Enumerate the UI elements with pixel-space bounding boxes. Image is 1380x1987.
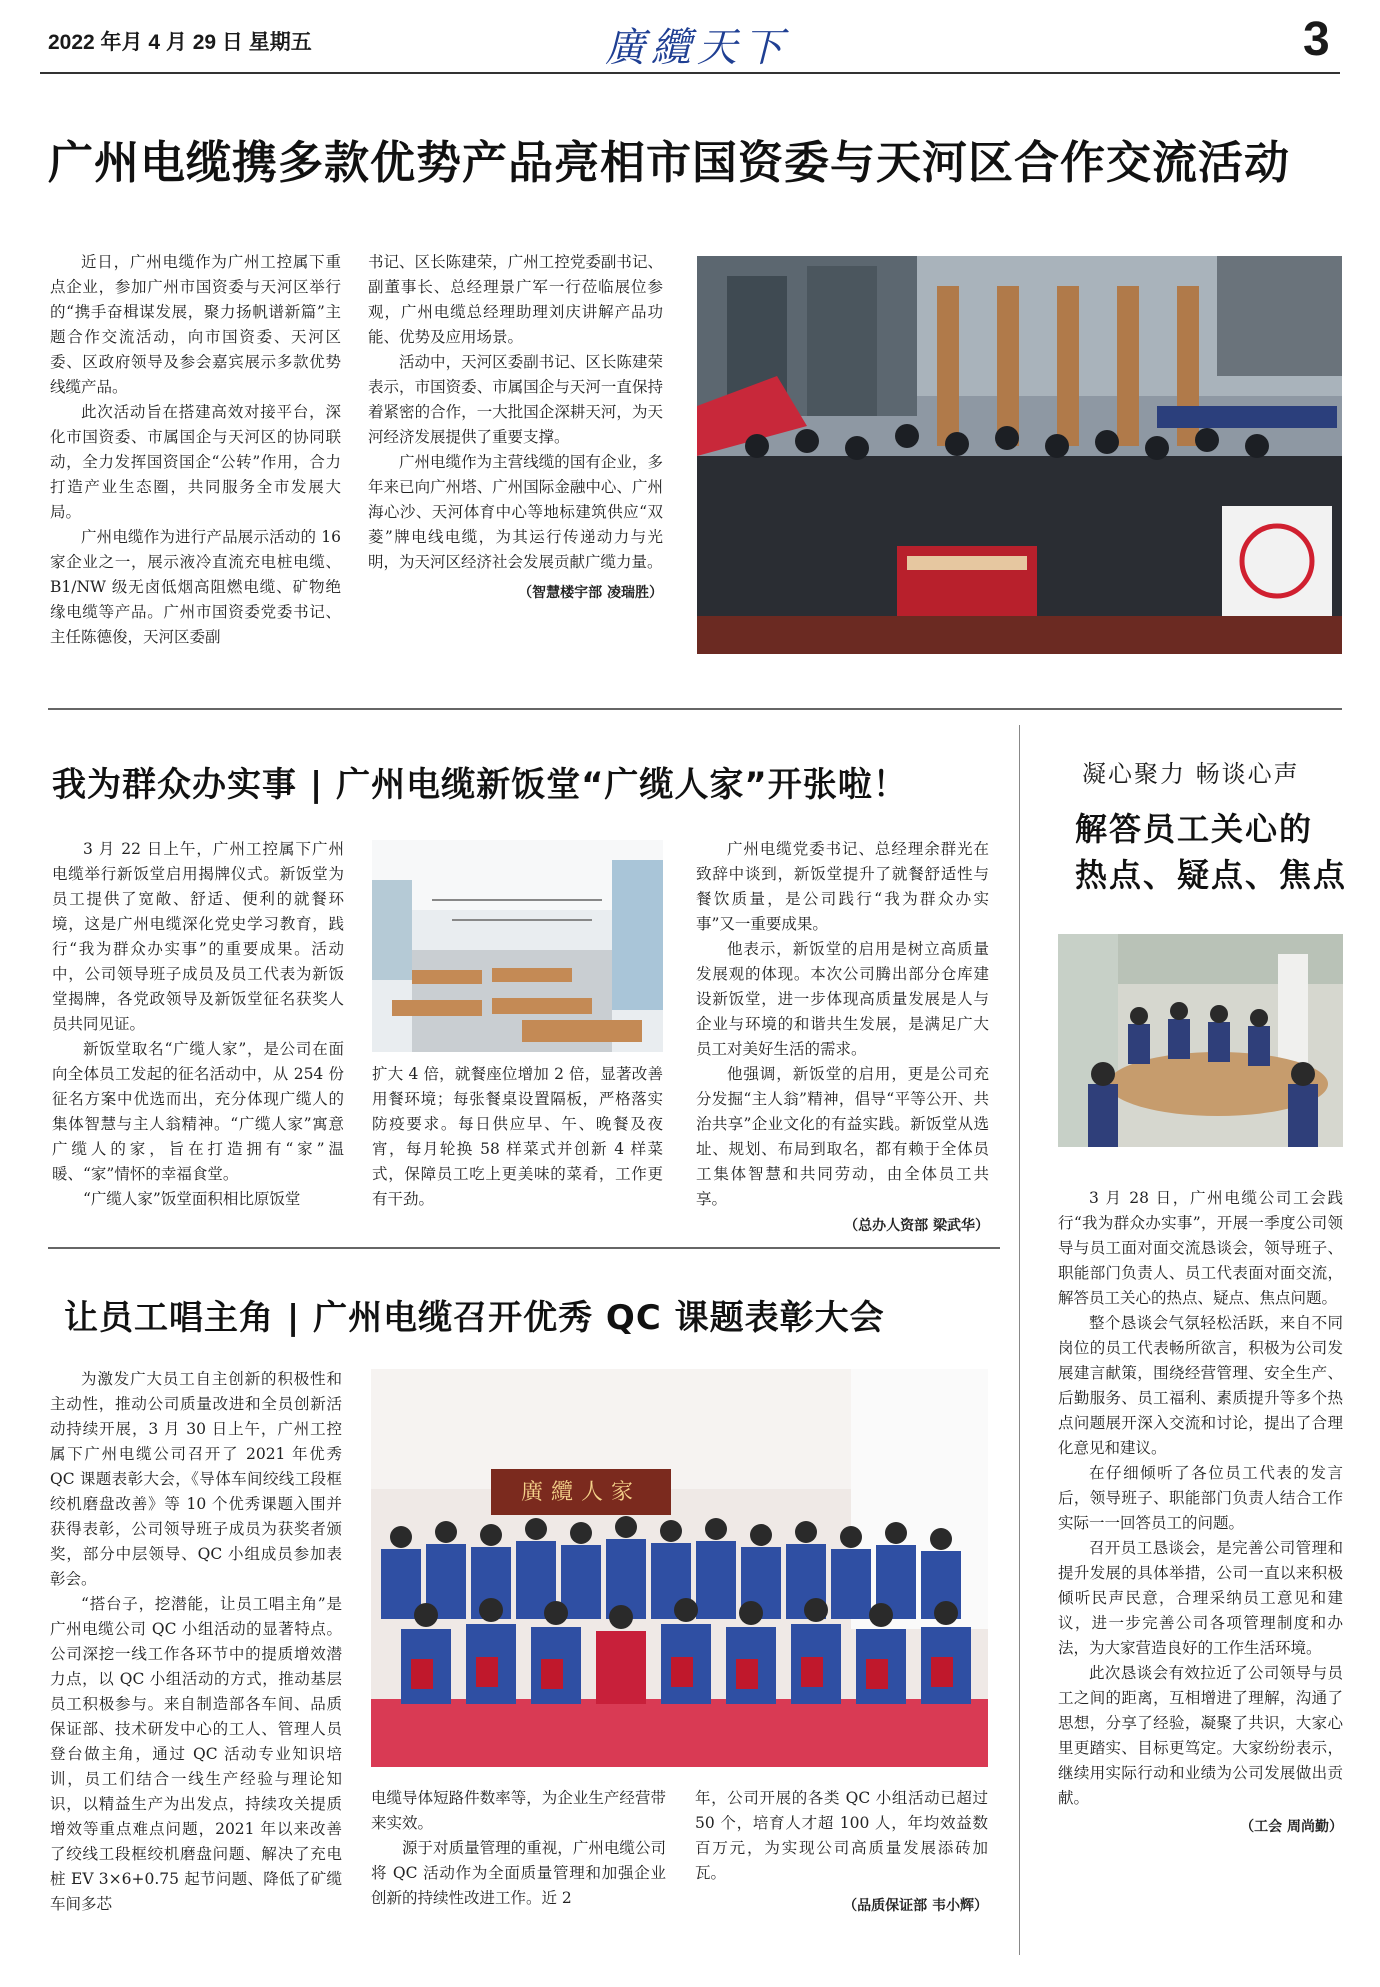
article1-paragraph: 广州电缆作为主营线缆的国有企业，多年来已向广州塔、广州国际金融中心、广州海心沙、天河体育中心等地标建筑供应“双菱”牌电线电缆，为其运行传递动力与光明，为天河区经济社会发展贡献广缆力量。 (368, 453, 663, 571)
article3-paragraph: 召开员工恳谈会，是完善公司管理和提升发展的具体举措，公司一直以来积极倾听民声民意，合理采纳员工意见和建议，进一步完善公司各项管理制度和办法，为大家营造良好的工作生活环境。 (1058, 1539, 1343, 1657)
qc-award-group-photo (371, 1369, 988, 1767)
article4-col1 (50, 1367, 342, 1917)
article3-title-line1: 解答员工关心的 (1075, 810, 1314, 848)
article1-col1 (50, 250, 341, 650)
article2-paragraph: 扩大 4 倍，就餐座位增加 2 倍，显著改善用餐环境；每张餐桌设置隔板，严格落实防疫要求。每日供应早、午、晚餐及夜宵，每月轮换 58 样菜式并创新 4 样菜式，保障员工吃上更美味的菜肴，工作更有干劲。 (372, 1065, 663, 1208)
article2-paragraph: 3 月 22 日上午，广州工控属下广州电缆举行新饭堂启用揭牌仪式。新饭堂为员工提供了宽敞、舒适、便利的就餐环境，这是广州电缆深化党史学习教育，践行“我为群众办实事”的重要成果。活动中，公司领导班子成员及员工代表为新饭堂揭牌，各党政领导及新饭堂征名获奖人员共同见证。 (52, 840, 344, 1033)
issue-date: 2022 年月 4 月 29 日 星期五 (48, 31, 312, 54)
page-number: 3 (1303, 13, 1330, 66)
column-divider (1019, 725, 1020, 1955)
article3-body (1058, 1186, 1343, 1840)
newspaper-logo: 廣纜天下 (605, 25, 789, 71)
article1-paragraph: 此次活动旨在搭建高效对接平台，深化市国资委、市属国企与天河区的协同联动，全力发挥国资国企“公转”作用，合力打造产业生态圈，共同服务全市发展大局。 (50, 403, 341, 521)
article4-paragraph: 源于对质量管理的重视，广州电缆公司将 QC 活动作为全面质量管理和加强企业创新的持续性改进工作。近 2 (371, 1839, 666, 1907)
article4-paragraph: 为激发广大员工自主创新的积极性和主动性，推动公司质量改进和全员创新活动持续开展，3 月 30 日上午，广州工控属下广州电缆公司召开了 2021 年优秀 QC 课题表彰大会，《导体车间绞线工段框绞机磨盘改善》等 10 个优秀课题入围并获得表彰，公司领导班子成员为获奖者颁奖，部分中层领导、QC 小组成员参加表彰会。 (50, 1370, 342, 1588)
article3-paragraph: 整个恳谈会气氛轻松活跃，来自不同岗位的员工代表畅所欲言，积极为公司发展建言献策，围绕经营管理、安全生产、后勤服务、员工福利、素质提升等多个热点问题展开深入交流和讨论，提出了合理化意见和建议。 (1058, 1314, 1343, 1457)
article2-paragraph: 广州电缆党委书记、总经理余群光在致辞中谈到，新饭堂提升了就餐舒适性与餐饮质量，是公司践行“我为群众办实事”又一重要成果。 (696, 840, 989, 933)
article3-kicker: 凝心聚力 畅谈心声 (1082, 760, 1300, 788)
article2-byline: （总办人资部 梁武华） (844, 1218, 989, 1234)
canteen-photo (372, 840, 663, 1052)
masthead-rule (40, 72, 1340, 74)
article4-byline: （品质保证部 韦小辉） (843, 1898, 988, 1914)
expo-event-photo (697, 256, 1342, 654)
article2-paragraph: “广缆人家”饭堂面积相比原饭堂 (83, 1190, 301, 1208)
article3-paragraph: 在仔细倾听了各位员工代表的发言后，领导班子、职能部门负责人结合工作实际一一回答员工的问题。 (1058, 1464, 1343, 1532)
article2-paragraph: 他强调，新饭堂的启用，更是公司充分发掘“主人翁”精神，倡导“平等公开、共治共享”企业文化的有益实践。新饭堂从选址、规划、布局到取名，都有赖于全体员工集体智慧和共同劳动，由全体员工共享。 (696, 1065, 989, 1208)
article3-title-line2: 热点、疑点、焦点 (1075, 856, 1348, 894)
section-divider-1 (48, 708, 1342, 710)
article4-col2 (371, 1786, 666, 1911)
photo-banner-text: 廣纜人家 (520, 1480, 641, 1505)
article1-paragraph: 近日，广州电缆作为广州工控属下重点企业，参加广州市国资委与天河区举行的“携手奋楫谋发展，聚力扬帆谱新篇”主题合作交流活动，向市国资委、天河区委、区政府领导及参会嘉宾展示多款优势线缆产品。 (50, 253, 341, 396)
staff-meeting-photo (1058, 934, 1343, 1147)
article4-paragraph: “搭台子，挖潜能，让员工唱主角”是广州电缆公司 QC 小组活动的显著特点。公司深挖一线工作各环节中的提质增效潜力点，以 QC 小组活动的方式，推动基层员工积极参与。来自制造部各车间、品质保证部、技术研发中心的工人、管理人员登台做主角，通过 QC 活动专业知识培训，员工们结合一线生产经验与理论知识，以精益生产为出发点，持续攻关提质增效等重点难点问题，2021 年以来改善了绞线工段框绞机磨盘问题、解决了充电桩 EV 3×6+0.75 起节问题、降低了矿缆车间多芯 (50, 1595, 342, 1913)
article2-title: 我为群众办实事 | 广州电缆新饭堂“广缆人家”开张啦！ (52, 765, 908, 805)
article2-col2 (372, 1062, 663, 1212)
article4-paragraph: 电缆导体短路件数率等，为企业生产经营带来实效。 (371, 1789, 666, 1832)
article3-paragraph: 此次恳谈会有效拉近了公司领导与员工之间的距离，互相增进了理解，沟通了思想，分享了经验，凝聚了共识，大家心里更踏实、目标更笃定。大家纷纷表示，继续用实际行动和业绩为公司发展做出贡献。 (1058, 1664, 1343, 1807)
article4-col3 (695, 1786, 988, 1919)
article1-col2 (368, 250, 663, 606)
article3-paragraph: 3 月 28 日，广州电缆公司工会践行“我为群众办实事”，开展一季度公司领导与员工面对面交流恳谈会，领导班子、职能部门负责人、员工代表面对面交流，解答员工关心的热点、疑点、焦点问题。 (1058, 1189, 1343, 1307)
article2-paragraph: 新饭堂取名“广缆人家”，是公司在面向全体员工发起的征名活动中，从 254 份征名方案中优选而出，充分体现广缆人的集体智慧与主人翁精神。“广缆人家”寓意广缆人的家，旨在打造拥有“家”温暖、“家”情怀的幸福食堂。 (52, 1040, 344, 1183)
article1-byline: （智慧楼宇部 凌瑞胜） (518, 585, 663, 601)
article2-col1 (52, 837, 344, 1212)
article1-paragraph: 书记、区长陈建荣，广州工控党委副书记、副董事长、总经理景广军一行莅临展位参观，广州电缆总经理助理刘庆讲解产品功能、优势及应用场景。 (368, 253, 663, 346)
article2-paragraph: 他表示，新饭堂的启用是树立高质量发展观的体现。本次公司腾出部分仓库建设新饭堂，进一步体现高质量发展是人与企业与环境的和谐共生发展，是满足广大员工对美好生活的需求。 (696, 940, 989, 1058)
article1-paragraph: 广州电缆作为进行产品展示活动的 16 家企业之一，展示液冷直流充电桩电缆、B1/NW 级无卤低烟高阻燃电缆、矿物绝缘电缆等产品。广州市国资委党委书记、主任陈德俊，天河区委副 (50, 528, 341, 646)
article1-title: 广州电缆携多款优势产品亮相市国资委与天河区合作交流活动 (48, 136, 1291, 189)
article2-col3 (696, 837, 989, 1239)
section-divider-2 (48, 1247, 1000, 1249)
article3-byline: （工会 周尚勤） (1240, 1819, 1343, 1835)
article4-title: 让员工唱主角 | 广州电缆召开优秀 QC 课题表彰大会 (64, 1298, 885, 1338)
article4-paragraph: 年，公司开展的各类 QC 小组活动已超过 50 个，培育人才超 100 人，年均效益数百万元，为实现公司高质量发展添砖加瓦。 (695, 1789, 988, 1882)
article1-paragraph: 活动中，天河区委副书记、区长陈建荣表示，市国资委、市属国企与天河一直保持着紧密的合作，一大批国企深耕天河，为天河经济发展提供了重要支撑。 (368, 353, 663, 446)
